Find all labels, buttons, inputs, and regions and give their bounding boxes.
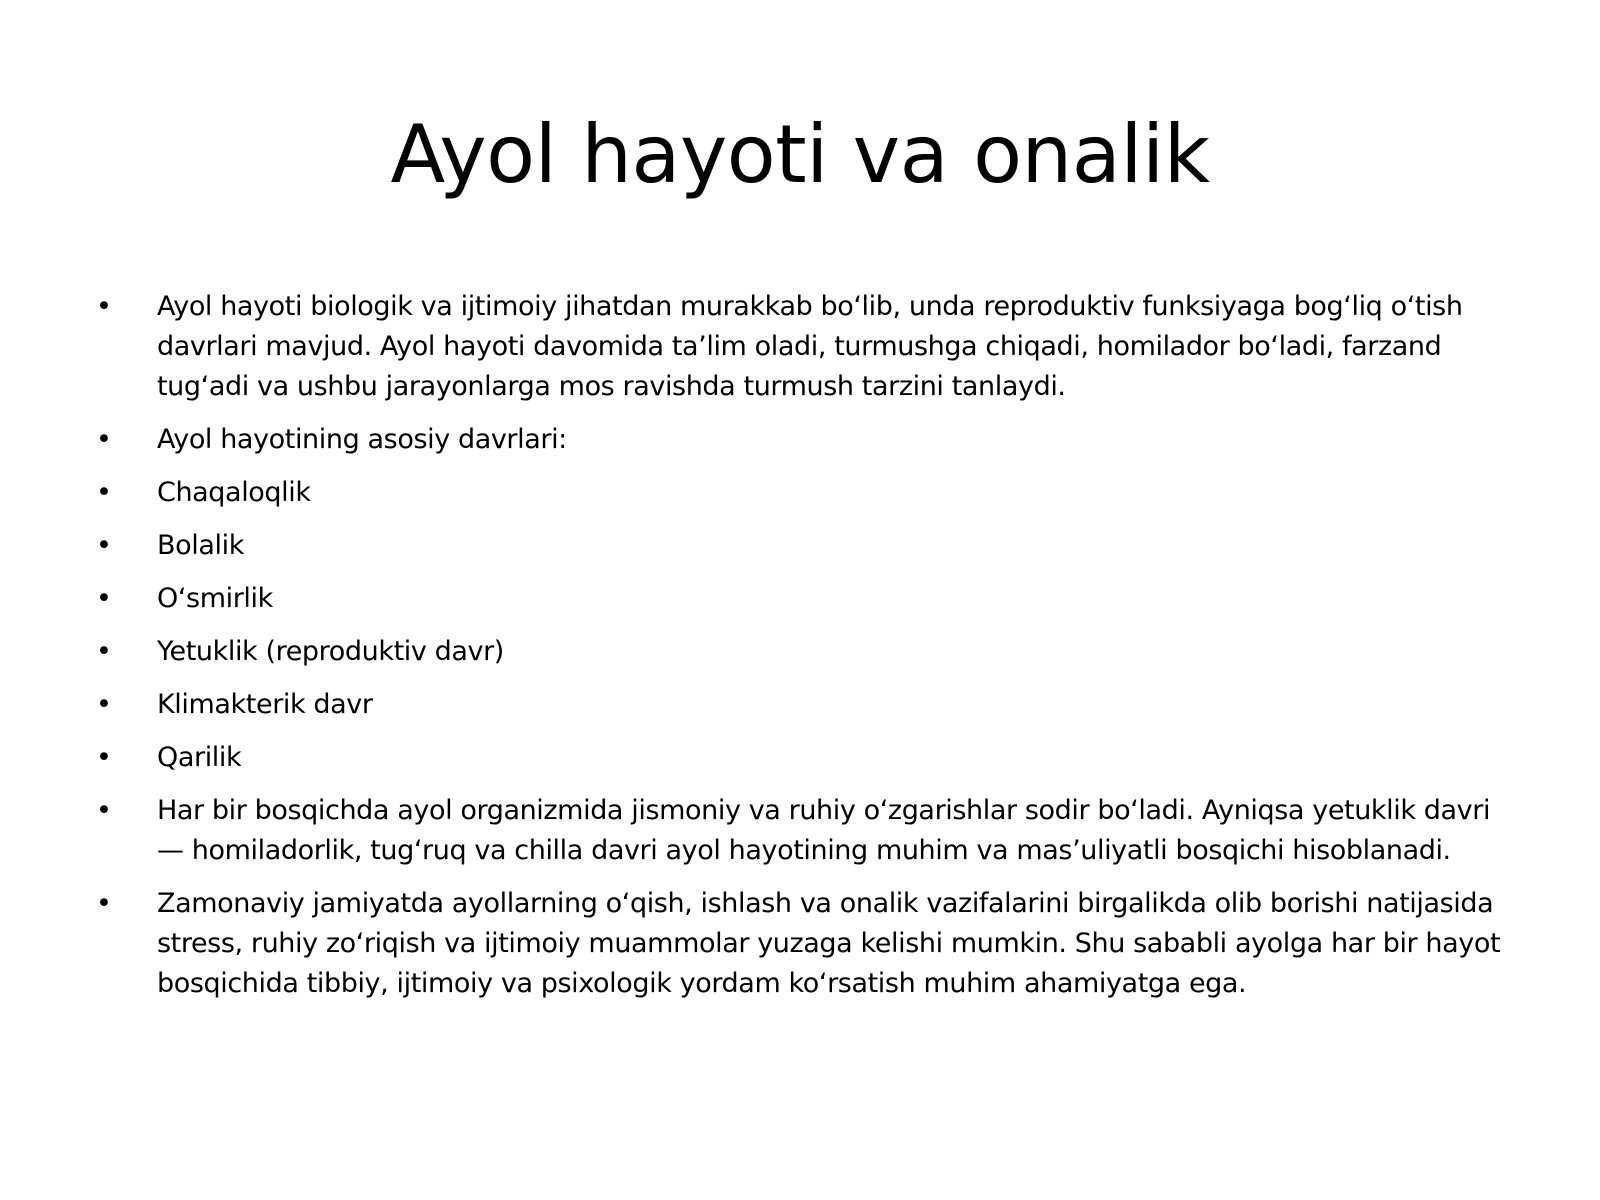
list-item bbox=[0, 791, 1600, 871]
bullet-icon: • bbox=[96, 424, 112, 455]
bullet-icon: • bbox=[96, 636, 112, 667]
bullet-icon: • bbox=[96, 742, 112, 773]
bullet-text: Zamonaviy jamiyatda ayollarning o‘qish, ishlash va onalik vazifalarini birgalikda olib borishi natijasida stress, ruhiy zo‘riqish va ijtimoiy muammolar yuzaga kelishi mumkin. Shu sababli ayolga har bir hayot bosqichida tibbiy, ijtimoiy va psixologik yordam ko‘rsatish muhim ahamiyatga ega. bbox=[157, 888, 1501, 999]
bullet-icon: • bbox=[96, 291, 112, 322]
list-item bbox=[0, 632, 1600, 672]
list-item bbox=[0, 473, 1600, 513]
list-item bbox=[0, 738, 1600, 778]
bullet-icon: • bbox=[96, 888, 112, 919]
list-item bbox=[0, 287, 1600, 407]
bullet-text: Har bir bosqichda ayol organizmida jismoniy va ruhiy o‘zgarishlar sodir bo‘ladi. Ayniqsa yetuklik davri — homiladorlik, tug‘ruq va chilla davri ayol hayotining muhim va mas’uliyatli bosqichi hisoblanadi. bbox=[157, 795, 1491, 866]
bullet-text: Chaqaloqlik bbox=[157, 477, 311, 508]
bullet-text: Klimakterik davr bbox=[157, 689, 373, 720]
bullet-list bbox=[0, 287, 1600, 1017]
bullet-text: Bolalik bbox=[157, 530, 244, 561]
bullet-text: Ayol hayotining asosiy davrlari: bbox=[157, 424, 567, 455]
bullet-icon: • bbox=[96, 530, 112, 561]
list-item bbox=[0, 685, 1600, 725]
bullet-text: O‘smirlik bbox=[157, 583, 273, 614]
bullet-text: Ayol hayoti biologik va ijtimoiy jihatdan murakkab bo‘lib, unda reproduktiv funksiyaga bog‘liq o‘tish davrlari mavjud. Ayol hayoti davomida ta’lim oladi, turmushga chiqadi, homilador bo‘ladi, farzand tug‘adi va ushbu jarayonlarga mos ravishda turmush tarzini tanlaydi. bbox=[157, 291, 1463, 402]
list-item bbox=[0, 526, 1600, 566]
bullet-text: Qarilik bbox=[157, 742, 242, 773]
list-item bbox=[0, 579, 1600, 619]
bullet-icon: • bbox=[96, 583, 112, 614]
list-item bbox=[0, 420, 1600, 460]
bullet-text: Yetuklik (reproduktiv davr) bbox=[157, 636, 504, 667]
list-item bbox=[0, 884, 1600, 1004]
bullet-icon: • bbox=[96, 477, 112, 508]
slide-title: Ayol hayoti va onalik bbox=[390, 108, 1210, 201]
bullet-icon: • bbox=[96, 689, 112, 720]
bullet-icon: • bbox=[96, 795, 112, 826]
